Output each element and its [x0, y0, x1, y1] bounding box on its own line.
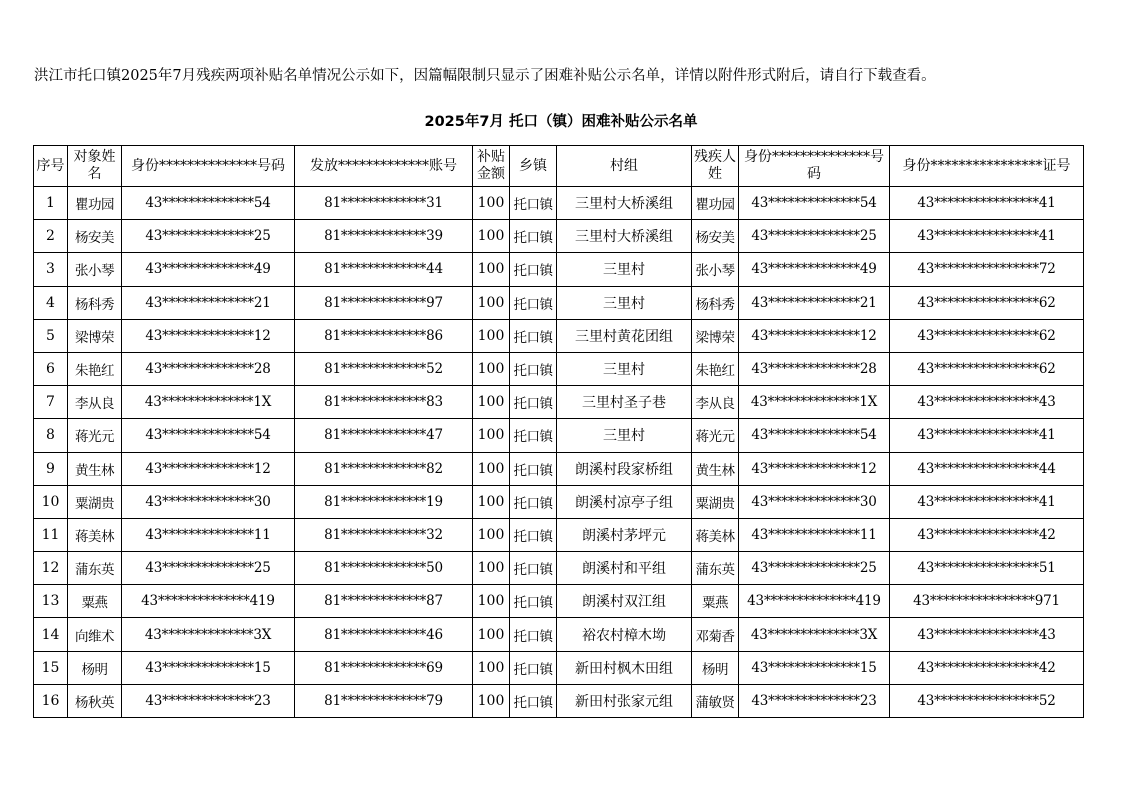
- cell-amount: 100: [473, 187, 510, 220]
- table-row: [34, 452, 1084, 485]
- cell-seq: 15: [34, 651, 68, 684]
- cell-seq: 16: [34, 684, 68, 717]
- cell-village: 朗溪村凉亭子组: [557, 485, 692, 518]
- cell-town: 托口镇: [510, 286, 557, 319]
- cell-account: 81*************82: [295, 452, 473, 485]
- cell-disabled-name: 邓菊香: [692, 618, 739, 651]
- cell-seq: 10: [34, 485, 68, 518]
- cell-disabled-id: 43**************12: [739, 319, 890, 352]
- header-cert-number: 身份****************证号: [890, 146, 1084, 187]
- cell-id-number: 43**************21: [122, 286, 295, 319]
- cell-cert-number: 43****************62: [890, 286, 1084, 319]
- cell-amount: 100: [473, 651, 510, 684]
- cell-id-number: 43**************28: [122, 352, 295, 385]
- table-row: [34, 684, 1084, 717]
- cell-disabled-name: 蒋美林: [692, 518, 739, 551]
- cell-account: 81*************39: [295, 220, 473, 253]
- cell-disabled-name: 粟湖贵: [692, 485, 739, 518]
- cell-village: 三里村大桥溪组: [557, 187, 692, 220]
- cell-name: 杨安美: [68, 220, 122, 253]
- header-seq: 序号: [34, 146, 68, 187]
- cell-seq: 14: [34, 618, 68, 651]
- cell-disabled-id: 43**************3X: [739, 618, 890, 651]
- cell-account: 81*************31: [295, 187, 473, 220]
- cell-disabled-id: 43**************1X: [739, 386, 890, 419]
- cell-seq: 2: [34, 220, 68, 253]
- cell-town: 托口镇: [510, 253, 557, 286]
- cell-cert-number: 43****************41: [890, 220, 1084, 253]
- header-id-number: 身份**************号码: [122, 146, 295, 187]
- cell-amount: 100: [473, 286, 510, 319]
- cell-id-number: 43**************12: [122, 319, 295, 352]
- cell-town: 托口镇: [510, 352, 557, 385]
- cell-cert-number: 43****************44: [890, 452, 1084, 485]
- table-body: [34, 187, 1084, 718]
- cell-amount: 100: [473, 220, 510, 253]
- table-row: [34, 651, 1084, 684]
- cell-name: 杨秋英: [68, 684, 122, 717]
- cell-village: 裕农村樟木坳: [557, 618, 692, 651]
- cell-account: 81*************47: [295, 419, 473, 452]
- cell-disabled-name: 粟燕: [692, 585, 739, 618]
- cell-village: 三里村黄花团组: [557, 319, 692, 352]
- cell-town: 托口镇: [510, 684, 557, 717]
- cell-village: 三里村: [557, 253, 692, 286]
- cell-disabled-id: 43**************12: [739, 452, 890, 485]
- table-title: 2025年7月 托口（镇）困难补贴公示名单: [424, 114, 698, 130]
- cell-village: 新田村枫木田组: [557, 651, 692, 684]
- cell-seq: 3: [34, 253, 68, 286]
- cell-cert-number: 43****************62: [890, 319, 1084, 352]
- cell-cert-number: 43****************41: [890, 187, 1084, 220]
- cell-amount: 100: [473, 386, 510, 419]
- header-disabled-id: 身份**************号码: [739, 146, 890, 187]
- cell-account: 81*************44: [295, 253, 473, 286]
- cell-village: 朗溪村段家桥组: [557, 452, 692, 485]
- cell-name: 蒋美林: [68, 518, 122, 551]
- cell-village: 三里村大桥溪组: [557, 220, 692, 253]
- header-town: 乡镇: [510, 146, 557, 187]
- intro-paragraph: 洪江市托口镇2025年7月残疾两项补贴名单情况公示如下，因篇幅限制只显示了困难补贴公示名单，详情以附件形式附后，请自行下载查看。: [34, 68, 936, 84]
- cell-seq: 4: [34, 286, 68, 319]
- cell-disabled-id: 43**************28: [739, 352, 890, 385]
- cell-disabled-id: 43**************54: [739, 187, 890, 220]
- cell-name: 蒲东英: [68, 552, 122, 585]
- cell-amount: 100: [473, 618, 510, 651]
- table-row: [34, 352, 1084, 385]
- cell-town: 托口镇: [510, 651, 557, 684]
- cell-disabled-name: 杨明: [692, 651, 739, 684]
- table-row: [34, 253, 1084, 286]
- cell-town: 托口镇: [510, 187, 557, 220]
- cell-town: 托口镇: [510, 485, 557, 518]
- cell-cert-number: 43****************51: [890, 552, 1084, 585]
- cell-village: 朗溪村和平组: [557, 552, 692, 585]
- cell-disabled-name: 蒲敏贤: [692, 684, 739, 717]
- cell-amount: 100: [473, 253, 510, 286]
- cell-id-number: 43**************12: [122, 452, 295, 485]
- cell-amount: 100: [473, 485, 510, 518]
- cell-town: 托口镇: [510, 220, 557, 253]
- table-row: [34, 319, 1084, 352]
- header-village: 村组: [557, 146, 692, 187]
- cell-disabled-name: 梁博荣: [692, 319, 739, 352]
- cell-id-number: 43**************3X: [122, 618, 295, 651]
- cell-town: 托口镇: [510, 419, 557, 452]
- cell-town: 托口镇: [510, 518, 557, 551]
- table-row: [34, 485, 1084, 518]
- cell-disabled-name: 蒲东英: [692, 552, 739, 585]
- cell-id-number: 43**************11: [122, 518, 295, 551]
- cell-account: 81*************83: [295, 386, 473, 419]
- cell-name: 瞿功园: [68, 187, 122, 220]
- cell-name: 朱艳红: [68, 352, 122, 385]
- cell-disabled-name: 蒋光元: [692, 419, 739, 452]
- cell-disabled-name: 黄生林: [692, 452, 739, 485]
- cell-disabled-name: 朱艳红: [692, 352, 739, 385]
- cell-seq: 7: [34, 386, 68, 419]
- cell-seq: 1: [34, 187, 68, 220]
- cell-cert-number: 43****************43: [890, 618, 1084, 651]
- cell-id-number: 43**************25: [122, 220, 295, 253]
- cell-id-number: 43**************49: [122, 253, 295, 286]
- cell-account: 81*************86: [295, 319, 473, 352]
- cell-disabled-id: 43**************15: [739, 651, 890, 684]
- cell-amount: 100: [473, 319, 510, 352]
- cell-disabled-id: 43**************49: [739, 253, 890, 286]
- cell-disabled-id: 43**************21: [739, 286, 890, 319]
- cell-village: 三里村: [557, 419, 692, 452]
- cell-account: 81*************32: [295, 518, 473, 551]
- cell-town: 托口镇: [510, 618, 557, 651]
- cell-amount: 100: [473, 684, 510, 717]
- cell-seq: 13: [34, 585, 68, 618]
- cell-cert-number: 43****************41: [890, 419, 1084, 452]
- cell-disabled-name: 杨科秀: [692, 286, 739, 319]
- cell-id-number: 43**************54: [122, 419, 295, 452]
- cell-disabled-name: 张小琴: [692, 253, 739, 286]
- cell-disabled-name: 瞿功园: [692, 187, 739, 220]
- cell-seq: 5: [34, 319, 68, 352]
- cell-town: 托口镇: [510, 452, 557, 485]
- cell-disabled-id: 43**************30: [739, 485, 890, 518]
- table-header-row: [34, 146, 1084, 187]
- cell-amount: 100: [473, 518, 510, 551]
- cell-disabled-id: 43**************11: [739, 518, 890, 551]
- header-amount: 补贴金额: [473, 146, 510, 187]
- table-row: [34, 286, 1084, 319]
- header-name: 对象姓名: [68, 146, 122, 187]
- cell-id-number: 43**************23: [122, 684, 295, 717]
- cell-cert-number: 43****************43: [890, 386, 1084, 419]
- cell-amount: 100: [473, 552, 510, 585]
- cell-disabled-id: 43**************54: [739, 419, 890, 452]
- cell-account: 81*************69: [295, 651, 473, 684]
- cell-village: 朗溪村双江组: [557, 585, 692, 618]
- cell-disabled-id: 43**************23: [739, 684, 890, 717]
- cell-name: 梁博荣: [68, 319, 122, 352]
- cell-seq: 8: [34, 419, 68, 452]
- cell-name: 杨明: [68, 651, 122, 684]
- cell-name: 杨科秀: [68, 286, 122, 319]
- cell-town: 托口镇: [510, 585, 557, 618]
- cell-id-number: 43**************54: [122, 187, 295, 220]
- table-row: [34, 419, 1084, 452]
- cell-disabled-id: 43**************25: [739, 220, 890, 253]
- cell-cert-number: 43****************52: [890, 684, 1084, 717]
- cell-seq: 9: [34, 452, 68, 485]
- cell-id-number: 43**************15: [122, 651, 295, 684]
- cell-seq: 12: [34, 552, 68, 585]
- cell-amount: 100: [473, 419, 510, 452]
- cell-village: 三里村圣子巷: [557, 386, 692, 419]
- cell-town: 托口镇: [510, 552, 557, 585]
- cell-village: 三里村: [557, 286, 692, 319]
- cell-amount: 100: [473, 452, 510, 485]
- cell-account: 81*************87: [295, 585, 473, 618]
- cell-town: 托口镇: [510, 319, 557, 352]
- cell-disabled-name: 李从良: [692, 386, 739, 419]
- cell-village: 朗溪村茅坪元: [557, 518, 692, 551]
- cell-village: 三里村: [557, 352, 692, 385]
- cell-village: 新田村张家元组: [557, 684, 692, 717]
- cell-account: 81*************50: [295, 552, 473, 585]
- header-account: 发放*************账号: [295, 146, 473, 187]
- cell-account: 81*************52: [295, 352, 473, 385]
- cell-account: 81*************79: [295, 684, 473, 717]
- cell-disabled-id: 43**************419: [739, 585, 890, 618]
- cell-seq: 6: [34, 352, 68, 385]
- cell-id-number: 43**************25: [122, 552, 295, 585]
- header-disabled-name: 残疾人姓: [692, 146, 739, 187]
- cell-name: 黄生林: [68, 452, 122, 485]
- cell-cert-number: 43****************971: [890, 585, 1084, 618]
- cell-name: 粟湖贵: [68, 485, 122, 518]
- cell-id-number: 43**************1X: [122, 386, 295, 419]
- cell-name: 蒋光元: [68, 419, 122, 452]
- table-row: [34, 386, 1084, 419]
- table-row: [34, 552, 1084, 585]
- table-row: [34, 187, 1084, 220]
- cell-cert-number: 43****************41: [890, 485, 1084, 518]
- cell-disabled-name: 杨安美: [692, 220, 739, 253]
- cell-cert-number: 43****************62: [890, 352, 1084, 385]
- cell-amount: 100: [473, 585, 510, 618]
- cell-name: 向维术: [68, 618, 122, 651]
- cell-name: 粟燕: [68, 585, 122, 618]
- cell-id-number: 43**************419: [122, 585, 295, 618]
- cell-cert-number: 43****************72: [890, 253, 1084, 286]
- table-row: [34, 618, 1084, 651]
- cell-account: 81*************19: [295, 485, 473, 518]
- cell-town: 托口镇: [510, 386, 557, 419]
- table-row: [34, 220, 1084, 253]
- cell-seq: 11: [34, 518, 68, 551]
- cell-disabled-id: 43**************25: [739, 552, 890, 585]
- cell-account: 81*************46: [295, 618, 473, 651]
- cell-cert-number: 43****************42: [890, 518, 1084, 551]
- table-row: [34, 585, 1084, 618]
- cell-name: 李从良: [68, 386, 122, 419]
- subsidy-roster-table: [33, 145, 1084, 718]
- cell-name: 张小琴: [68, 253, 122, 286]
- cell-account: 81*************97: [295, 286, 473, 319]
- cell-cert-number: 43****************42: [890, 651, 1084, 684]
- cell-id-number: 43**************30: [122, 485, 295, 518]
- cell-amount: 100: [473, 352, 510, 385]
- table-row: [34, 518, 1084, 551]
